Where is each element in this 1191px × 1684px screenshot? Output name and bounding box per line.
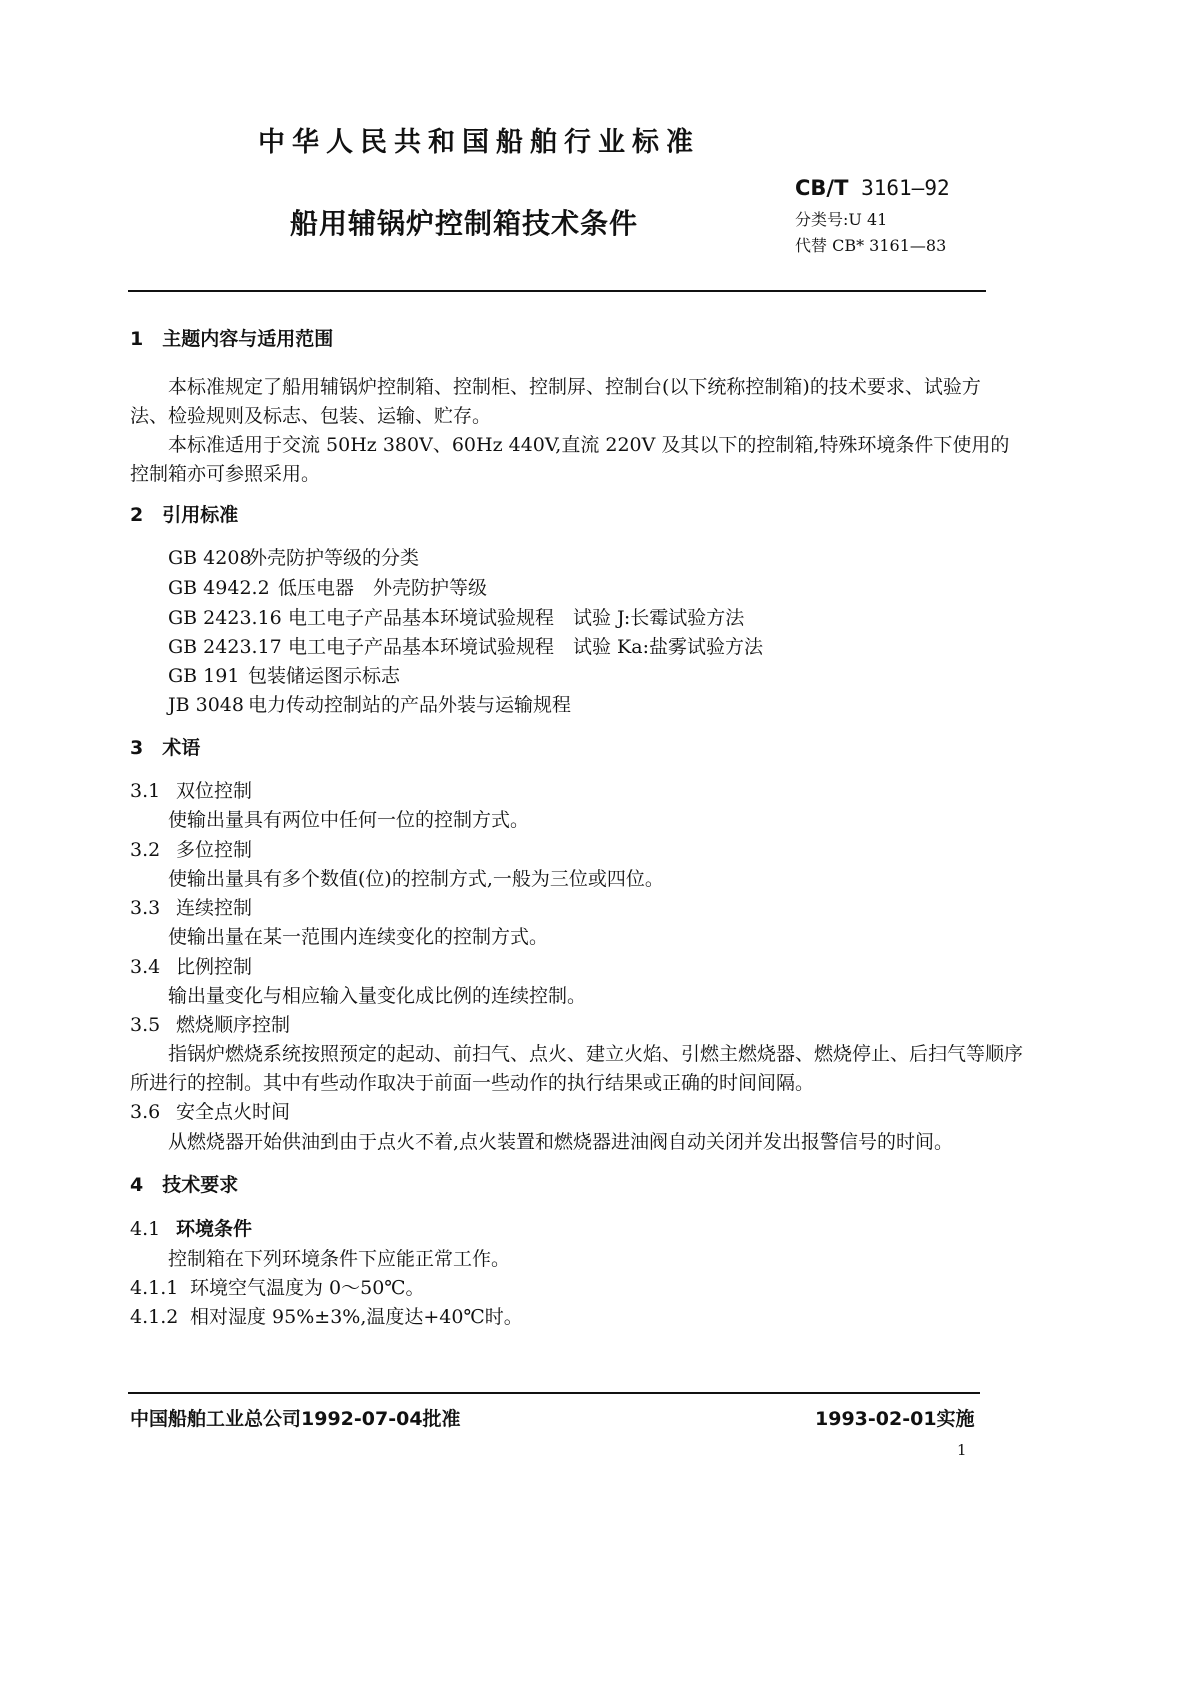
subsection-number: 4.1 [130,1218,161,1240]
reference-title: 电工电子产品基本环境试验规程 试验 Ka:盐雾试验方法 [288,636,763,658]
reference-code: GB 191 [168,665,240,687]
term-definition: 从燃烧器开始供油到由于点火不着,点火装置和燃烧器进油阀自动关闭并发出报警信号的时间。 [168,1131,954,1153]
clause-number: 4.1.1 [130,1277,179,1299]
term-name: 双位控制 [176,780,253,802]
term-heading [130,952,252,979]
standard-prefix: CB/T [795,176,849,200]
reference-code: GB 4942.2 [168,577,270,599]
term-number: 3.1 [130,780,161,802]
reference-item [168,661,400,688]
effective-date: 1993-02-01实施 [815,1408,975,1430]
term-number: 3.3 [130,897,161,919]
term-definition-continued: 所进行的控制。其中有些动作取决于前面一些动作的执行结果或正确的时间间隔。 [130,1072,815,1094]
replaces-standard: 代替 CB* 3161—83 [795,236,947,255]
term-number: 3.6 [130,1101,161,1123]
clause-number: 4.1.2 [130,1306,179,1328]
subsection-text: 控制箱在下列环境条件下应能正常工作。 [168,1248,511,1270]
term-definition: 输出量变化与相应输入量变化成比例的连续控制。 [168,985,587,1007]
term-heading [130,1010,290,1037]
clause-text: 相对湿度 95%±3%,温度达+40℃时。 [190,1306,523,1328]
classification-number: 分类号:U 41 [795,210,888,229]
subsection-title: 环境条件 [176,1218,253,1240]
s1-paragraph-2-line-1: 本标准适用于交流 50Hz 380V、60Hz 440V,直流 220V 及其以下的控制箱,特殊环境条件下使用的 [168,434,1010,456]
term-name: 燃烧顺序控制 [176,1014,291,1036]
reference-title: 外壳防护等级的分类 [248,547,420,569]
term-name: 安全点火时间 [176,1101,291,1123]
subsection-heading [130,1214,252,1241]
section-1-heading: 1 主题内容与适用范围 [130,328,334,350]
reference-item [168,543,419,570]
s1-paragraph-2-line-2: 控制箱亦可参照采用。 [130,463,321,485]
term-heading [130,893,252,920]
reference-title: 包装储运图示标志 [248,665,401,687]
footer-divider [128,1392,980,1394]
clause-item [130,1273,425,1300]
term-name: 比例控制 [176,956,253,978]
s1-paragraph-1-line-1: 本标准规定了船用辅锅炉控制箱、控制柜、控制屏、控制台(以下统称控制箱)的技术要求、试验方 [168,376,981,398]
reference-item [168,690,571,717]
term-definition: 使输出量具有多个数值(位)的控制方式,一般为三位或四位。 [168,868,664,890]
term-definition: 指锅炉燃烧系统按照预定的起动、前扫气、点火、建立火焰、引燃主燃烧器、燃烧停止、后扫气等顺序 [168,1043,1024,1065]
section-2-heading: 2 引用标准 [130,504,239,526]
doc-title: 船用辅锅炉控制箱技术条件 [290,207,639,240]
standard-code: 3161—92 [861,176,950,200]
reference-code: GB 4208 [168,547,252,569]
approval-line: 中国船舶工业总公司1992-07-04批准 [130,1408,461,1430]
s1-paragraph-1-line-2: 法、检验规则及标志、包装、运输、贮存。 [130,405,492,427]
term-heading [130,776,252,803]
section-4-heading: 4 技术要求 [130,1174,239,1196]
reference-code: GB 2423.17 [168,636,282,658]
section-3-heading: 3 术语 [130,737,201,759]
reference-item [168,573,487,600]
reference-item [168,603,744,630]
reference-code: JB 3048 [168,694,244,716]
term-definition: 使输出量在某一范围内连续变化的控制方式。 [168,926,549,948]
reference-code: GB 2423.16 [168,607,282,629]
reference-title: 电工电子产品基本环境试验规程 试验 J:长霉试验方法 [288,607,745,629]
term-heading [130,835,252,862]
reference-title: 电力传动控制站的产品外装与运输规程 [248,694,572,716]
clause-item [130,1302,523,1329]
org-title: 中华人民共和国船舶行业标准 [258,127,700,158]
clause-text: 环境空气温度为 0～50℃。 [190,1277,425,1299]
term-name: 连续控制 [176,897,253,919]
term-number: 3.4 [130,956,161,978]
standard-number [795,176,950,200]
term-heading [130,1097,290,1124]
term-name: 多位控制 [176,839,253,861]
reference-title: 低压电器 外壳防护等级 [278,577,488,599]
header-divider [128,290,986,292]
term-number: 3.2 [130,839,161,861]
term-definition: 使输出量具有两位中任何一位的控制方式。 [168,809,530,831]
reference-item [168,632,763,659]
page-number: 1 [957,1441,967,1459]
term-number: 3.5 [130,1014,161,1036]
